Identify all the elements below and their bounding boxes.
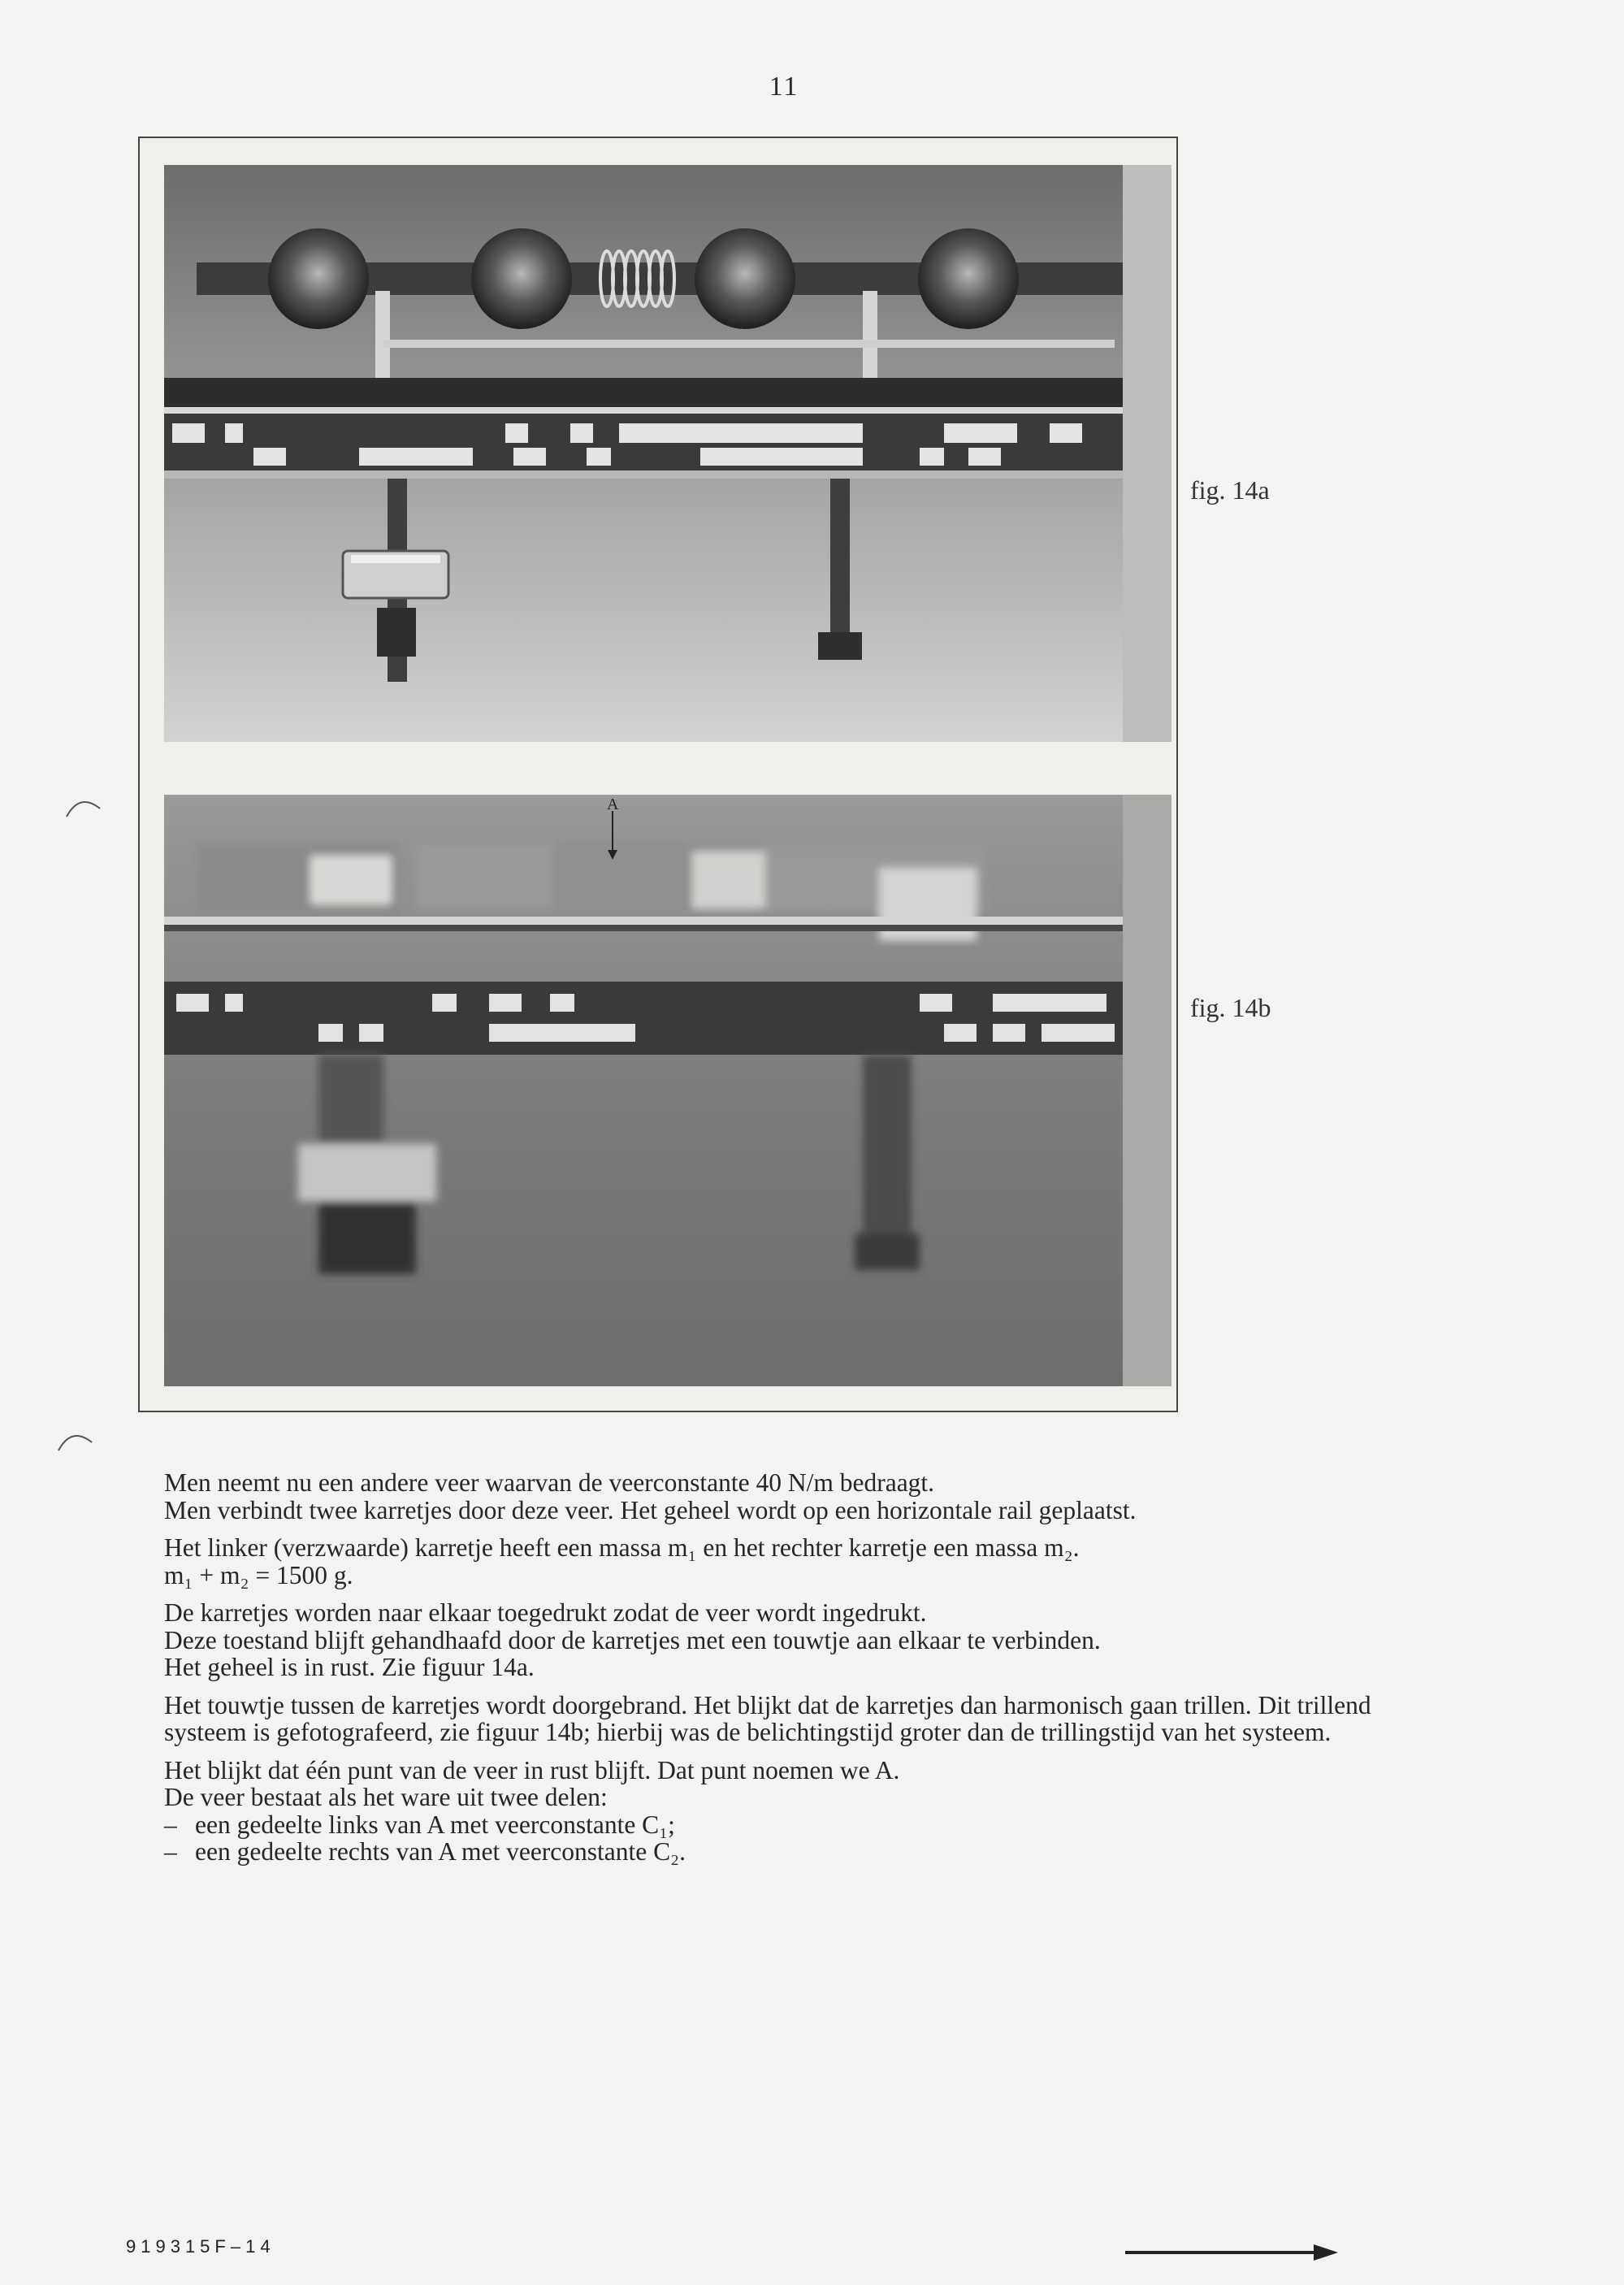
body-text (164, 1469, 1399, 1866)
page-number: 11 (769, 72, 799, 102)
figure-frame (138, 137, 1178, 1412)
paragraph: Het linker (verzwaarde) karretje heeft een massa m₁ en het rechter karretje een massa m₂. m₁ + m₂ = 1500 g. (164, 1533, 1080, 1589)
paragraph: Het touwtje tussen de karretjes wordt doorgebrand. Het blijkt dat de karretjes dan harmonisch gaan trillen. Dit trillend systeem is gefotografeerd, zie figuur 14b; hierbij was de belichtingstijd groter dan de trillingstijd van het systeem. (164, 1690, 1371, 1746)
paragraph: Men neemt nu een andere veer waarvan de veerconstante 40 N/m bedraagt. Men verbindt twee karretjes door deze veer. Het geheel wordt op een horizontale rail geplaatst. (164, 1468, 1137, 1524)
spring-parts-list (164, 1811, 1399, 1866)
marker-a: A (607, 796, 619, 813)
punch-mark-icon (55, 1426, 96, 1467)
figure-label-14a: fig. 14a (1190, 475, 1270, 505)
photo-fig-14b (164, 795, 1171, 1386)
figure-label-14b: fig. 14b (1190, 993, 1271, 1022)
photo-fig-14a (164, 165, 1171, 742)
punch-mark-icon (63, 792, 104, 833)
paragraph: De karretjes worden naar elkaar toegedrukt zodat de veer wordt ingedrukt. Deze toestand blijft gehandhaafd door de karretjes met een touwtje aan elkaar te verbinden. Het geheel is in rust. Zie figuur 14a. (164, 1598, 1101, 1681)
arrow-right-icon (1125, 2243, 1345, 2262)
paragraph: Het blijkt dat één punt van de veer in rust blijft. Dat punt noemen we A. De veer bestaat als het ware uit twee delen: (164, 1755, 900, 1811)
list-item: – een gedeelte links van A met veerconstante C₁; (164, 1810, 675, 1839)
footer-code: 919315F–14 (126, 2236, 275, 2257)
list-item: – een gedeelte rechts van A met veerconstante C₂. (164, 1837, 686, 1866)
